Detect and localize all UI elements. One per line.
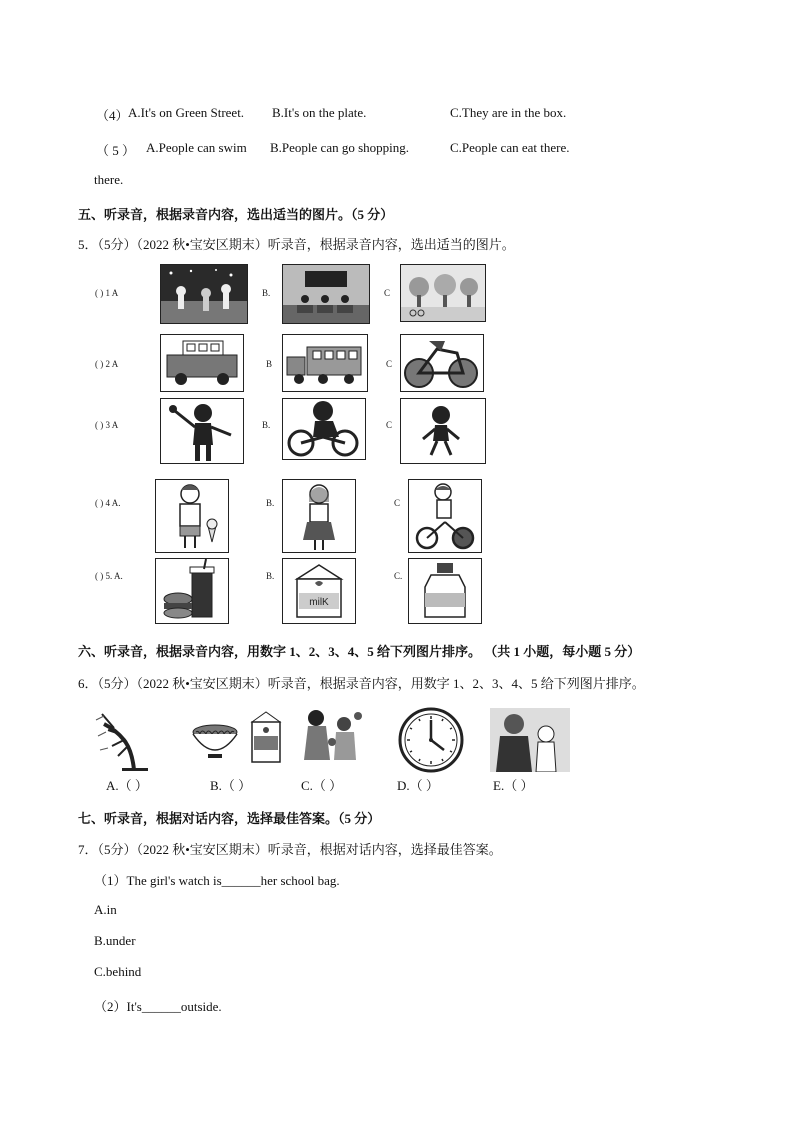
row5-picture-a-burger-drink[interactable] xyxy=(155,558,229,624)
section-seven-heading: 七、听录音，根据对话内容，选择最佳答案。（5 分） xyxy=(78,811,381,826)
caption-c[interactable]: C.（ ） xyxy=(301,778,343,793)
q5-option-a-continued: there. xyxy=(94,172,124,187)
question-7-2: （2）It's______outside. xyxy=(94,999,222,1014)
q4-option-c[interactable]: C.They are in the box. xyxy=(450,105,567,120)
picture-f-two-people[interactable] xyxy=(490,708,570,772)
row2-picture-c-bicycle[interactable] xyxy=(400,334,484,392)
q4-number: （4） xyxy=(96,108,129,123)
row3-label-c: C xyxy=(386,420,393,430)
picture-c-milk-box[interactable] xyxy=(246,710,286,764)
q5-number: （ 5 ） xyxy=(96,143,136,158)
row3-prefix: ( ) 3 A xyxy=(95,420,119,430)
question-7-title: 7．（5分）（2022 秋•宝安区期末）听录音，根据对话内容，选择最佳答案。 xyxy=(78,842,502,857)
row5-label-c: C. xyxy=(394,571,403,581)
caption-d[interactable]: D.（ ） xyxy=(397,778,439,793)
row3-label-b: B. xyxy=(262,420,271,430)
row2-label-b: B xyxy=(266,359,273,369)
row5-prefix: ( ) 5. A. xyxy=(95,571,123,581)
row4-label-b: B. xyxy=(266,498,275,508)
row5-picture-c-bottle[interactable] xyxy=(408,558,482,624)
row2-label-c: C xyxy=(386,359,393,369)
row1-label-b: B. xyxy=(262,288,271,298)
question-5-title: 5．（5分）（2022 秋•宝安区期末）听录音，根据录音内容，选出适当的图片。 xyxy=(78,237,515,252)
q7-1-option-b[interactable]: B.under xyxy=(94,933,136,948)
row4-picture-b-girl[interactable] xyxy=(282,479,356,553)
q5-option-c[interactable]: C.People can eat there. xyxy=(450,140,570,155)
q5-option-a[interactable]: A.People can swim xyxy=(146,140,247,155)
picture-e-clock[interactable] xyxy=(396,706,466,774)
row1-prefix: ( ) 1 A xyxy=(95,288,119,298)
row1-label-c: C xyxy=(384,288,391,298)
picture-a-windy-tree[interactable] xyxy=(94,706,160,772)
row4-label-c: C xyxy=(394,498,401,508)
caption-a[interactable]: A.（ ） xyxy=(106,778,148,793)
q5-option-b[interactable]: B.People can go shopping. xyxy=(270,140,410,155)
row2-prefix: ( ) 2 A xyxy=(95,359,119,369)
row3-picture-a-singing[interactable] xyxy=(160,398,244,464)
question-6-title: 6．（5分）（2022 秋•宝安区期末）听录音，根据录音内容，用数字 1、2、3、4、5 给下列图片排序。 xyxy=(78,676,645,691)
q4-option-a[interactable]: A.It's on Green Street. xyxy=(128,105,245,120)
question-7-1: （1）The girl's watch is______her school bag. xyxy=(94,873,340,888)
q7-1-option-a[interactable]: A.in xyxy=(94,902,117,917)
row1-picture-c-park[interactable] xyxy=(400,264,486,322)
caption-e[interactable]: E.（ ） xyxy=(493,778,534,793)
section-six-heading: 六、听录音，根据录音内容，用数字 1、2、3、4、5 给下列图片排序。 （共 1 小题，每小题 5 分） xyxy=(78,644,641,659)
milk-carton-text: milK xyxy=(309,597,329,608)
picture-b-noodle-bowl[interactable] xyxy=(190,722,240,762)
row3-picture-b-riding[interactable] xyxy=(282,398,366,460)
caption-b[interactable]: B.（ ） xyxy=(210,778,252,793)
row5-label-b: B. xyxy=(266,571,275,581)
row1-picture-a-night-dance[interactable] xyxy=(160,264,248,324)
row4-picture-a-boy-ice-cream[interactable] xyxy=(155,479,229,553)
q7-1-option-c[interactable]: C.behind xyxy=(94,964,142,979)
q4-option-b[interactable]: B.It's on the plate. xyxy=(272,105,367,120)
section-five-heading: 五、听录音，根据录音内容，选出适当的图片。（5 分） xyxy=(78,207,394,222)
row3-picture-c-dancing[interactable] xyxy=(400,398,486,464)
row4-prefix: ( ) 4 A. xyxy=(95,498,121,508)
row1-picture-b-classroom[interactable] xyxy=(282,264,370,324)
row2-picture-b-truck[interactable] xyxy=(282,334,368,392)
row5-picture-b-milk-carton[interactable] xyxy=(282,558,356,624)
row4-picture-c-boy-cycling[interactable] xyxy=(408,479,482,553)
picture-d-family-scene[interactable] xyxy=(296,706,368,766)
row2-picture-a-bus[interactable] xyxy=(160,334,244,392)
